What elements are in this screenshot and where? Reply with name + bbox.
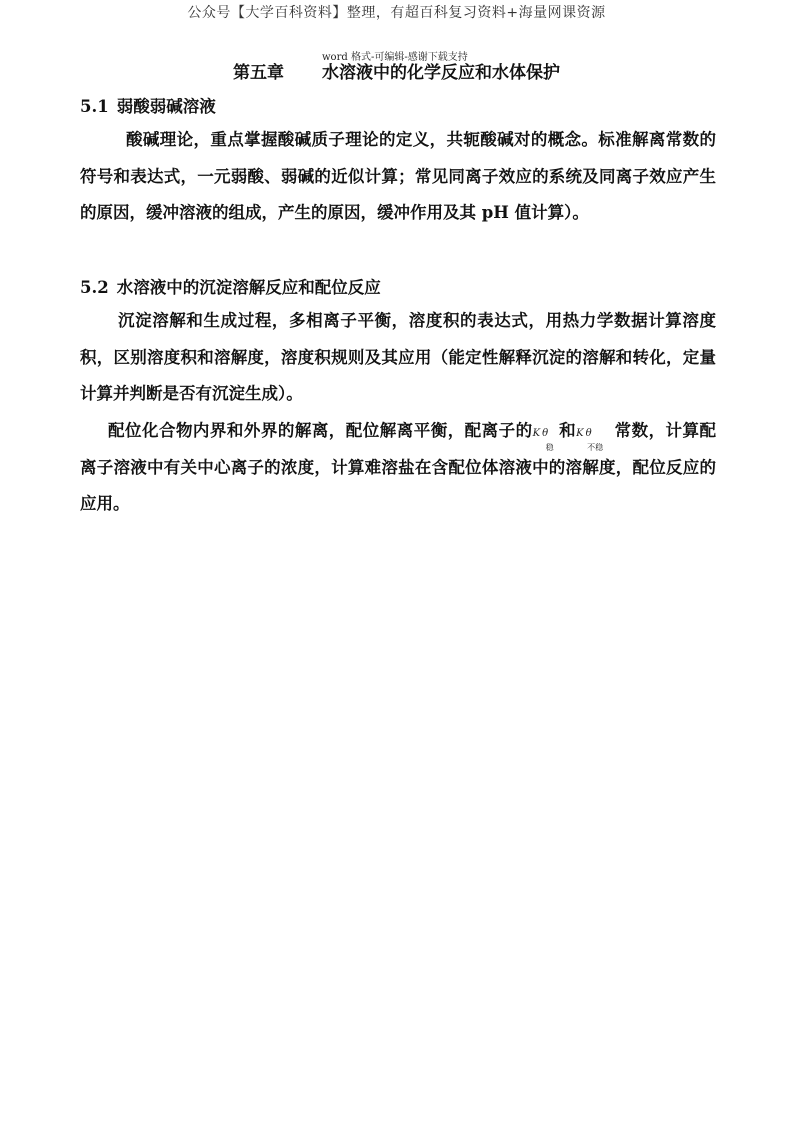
- paragraph-text: 和: [558, 421, 577, 440]
- section-title: 弱酸弱碱溶液: [116, 97, 216, 116]
- section-number: 5.1: [80, 97, 109, 116]
- section-5-2-paragraph: 沉淀溶解和生成过程，多相离子平衡，溶度积的表达式，用热力学数据计算溶度积，区别溶度积和溶解度，溶度积规则及其应用（能定性解释沉淀的溶解和转化，定量计算并判断是否有沉淀生成）。: [80, 311, 716, 403]
- k-symbol-subscript: 稳: [545, 443, 554, 452]
- k-stable-symbol: [532, 418, 559, 452]
- section-5-1-paragraph: 酸碱理论，重点掌握酸碱质子理论的定义，共轭酸碱对的概念。标准解离常数的符号和表达式，一元弱酸、弱碱的近似计算；常见同离子效应的系统及同离子效应产生的原因，缓冲溶液的组成，产生的原因，缓冲作用及其 pH 值计算）。: [80, 130, 716, 222]
- section-title: 水溶液中的沉淀溶解反应和配位反应: [116, 278, 381, 297]
- chapter-number: 第五章: [233, 63, 284, 83]
- section-heading-5-1: [80, 93, 216, 117]
- chapter-name: 水溶液中的化学反应和水体保护: [322, 63, 560, 83]
- k-unstable-symbol: [576, 418, 614, 452]
- paragraph-text: 配位化合物内界和外界的解离，配位解离平衡，配离子的: [108, 421, 533, 440]
- paragraph-text: 常数，计算配离子溶液中有关中心离子的浓度，计算难溶盐在含配位体溶液中的溶解度，配位反应的应用。: [80, 421, 717, 513]
- header-note: 公众号【大学百科资料】整理，有超百科复习资料+海量网课资源: [187, 5, 606, 21]
- chapter-title: [0, 58, 793, 83]
- section-number: 5.2: [80, 278, 109, 297]
- section-heading-5-2: [80, 274, 381, 298]
- k-symbol-main: Kθ: [576, 428, 594, 439]
- watermark: word 格式-可编辑-感谢下载支持: [322, 52, 468, 63]
- k-symbol-subscript: 不稳: [587, 443, 604, 452]
- section-5-2-paragraph-2: [80, 413, 716, 523]
- k-symbol-main: Kθ: [532, 428, 551, 439]
